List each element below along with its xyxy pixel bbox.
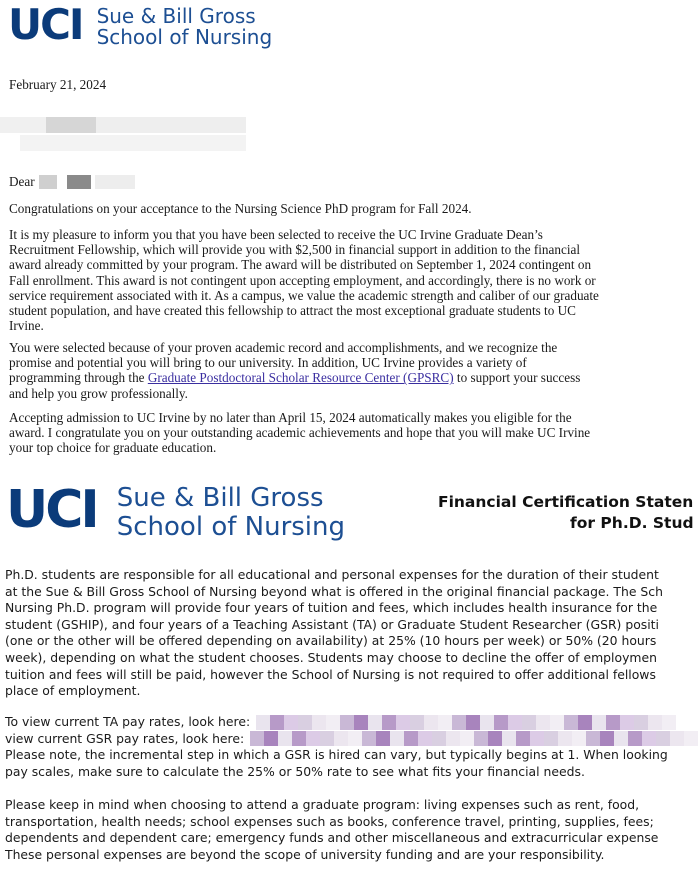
gpsrc-link[interactable]: Graduate Postdoctoral Scholar Resource Center (GPSRC) [147, 370, 454, 386]
ta-pay-rates-text: To view current TA pay rates, look here: [5, 714, 251, 729]
redaction-pixel [256, 715, 270, 730]
paragraph-line: student (GSHIP), and four years of a Teaching Assistant (TA) or Graduate Student Researcher (GSR) positi [5, 616, 659, 632]
paragraph-line: your top choice for graduate education. [9, 440, 217, 456]
school-name [117, 484, 345, 541]
paragraph-line: transportation, health needs; school expenses such as books, conference travel, printing, supplies, fees; [5, 813, 654, 829]
paragraph-line: award already committed by your program. The award will be distributed on September 1, 2024 contingent on [9, 257, 592, 273]
redaction-pixel [648, 715, 662, 730]
paragraph-line: dependents and dependent care; emergency funds and other miscellaneous and extracurricular expense [5, 830, 659, 846]
redaction-pixel [620, 715, 634, 730]
redaction-pixel [662, 715, 676, 730]
redaction-pixel [550, 715, 564, 730]
redaction-pixel [306, 731, 320, 746]
redaction-pixel [250, 731, 264, 746]
paragraph-line: Ph.D. students are responsible for all educational and personal expenses for the duration of their student [5, 567, 659, 582]
paragraph-line: promise and potential you will bring to our university. In addition, UC Irvine provides a variety of [9, 355, 527, 371]
redaction-pixel [642, 731, 656, 746]
redaction-pixel [452, 715, 466, 730]
redaction-pixel [466, 715, 480, 730]
redaction-pixel [438, 715, 452, 730]
statement-title-line2: for Ph.D. Stud [570, 514, 694, 532]
redaction-pixel [298, 715, 312, 730]
redaction-pixel [404, 731, 418, 746]
redaction-pixel [634, 715, 648, 730]
paragraph-line: Please note, the incremental step in which a GSR is hired can vary, but typically begins at 1. When looking [5, 747, 668, 763]
salutation [9, 174, 699, 189]
paragraph-line: and help you grow professionally. [9, 385, 188, 401]
redaction-pixel [278, 731, 292, 746]
redaction-pixel [446, 731, 460, 746]
paragraph-line: Irvine. [9, 318, 44, 334]
uci-logo-mark: UCI [6, 480, 97, 540]
pay-rates-block [5, 714, 700, 780]
redaction-pixel [362, 731, 376, 746]
redaction-pixel [516, 731, 530, 746]
paragraph-line: Accepting admission to UC Irvine by no later than April 15, 2024 automatically makes you eligible for the [9, 410, 572, 425]
redaction-pixel [396, 715, 410, 730]
redaction-pixel [628, 731, 642, 746]
redaction-pixel [348, 731, 362, 746]
redaction-pixel [480, 715, 494, 730]
redaction-pixel [508, 715, 522, 730]
paragraph-line: week), depending on what the student chooses. Students may choose to decline the offer of employmen [5, 649, 657, 665]
school-name-line1: Sue & Bill Gross [96, 4, 256, 28]
redaction-pixel [334, 731, 348, 746]
redaction-pixel [586, 731, 600, 746]
paragraph-line: Nursing Ph.D. program will provide four years of tuition and fees, which includes health insurance for the [5, 600, 658, 616]
statement-title [438, 492, 700, 534]
paragraph-line: tuition and fees will still be paid, however the School of Nursing is not required to offer additional fellows [5, 666, 656, 682]
redaction-pixel [432, 731, 446, 746]
redaction-pixel [326, 715, 340, 730]
redacted-name [95, 175, 135, 189]
gsr-pay-rates-line [5, 731, 700, 748]
letter-date: February 21, 2024 [9, 77, 107, 92]
redaction-pixel [572, 731, 586, 746]
redaction-pixel [606, 715, 620, 730]
redaction-pixel [670, 731, 684, 746]
uci-logo-mark: UCI [8, 0, 83, 49]
paragraph-line: Please keep in mind when choosing to attend a graduate program: living expenses such as rent, food, [5, 797, 640, 812]
paragraph-line: place of employment. [5, 683, 141, 699]
redaction-pixel [600, 731, 614, 746]
paragraph-line: award. I congratulate you on your outstanding academic achievements and hope that you will make UC Irvine [9, 425, 591, 441]
redaction-pixel [460, 731, 474, 746]
redaction-pixel [382, 715, 396, 730]
expenses-paragraph [5, 797, 700, 863]
responsibility-paragraph [5, 567, 700, 700]
paragraph-line: You were selected because of your proven academic record and accomplishments, and we recognize the [9, 340, 558, 355]
redaction-pixel [564, 715, 578, 730]
school-logo [6, 480, 346, 542]
paragraph-text: to support your success [453, 370, 581, 386]
redacted-name [67, 175, 91, 189]
redaction-pixel [530, 731, 544, 746]
congratulations-line: Congratulations on your acceptance to the Nursing Science PhD program for Fall 2024. [9, 201, 472, 216]
paragraph-line [9, 370, 699, 385]
redaction-pixel [284, 715, 298, 730]
paragraph-line: Fall enrollment. This award is not contingent upon accepting employment, and accordingly, there is no work or [9, 272, 596, 288]
redaction-pixel [578, 715, 592, 730]
redaction-pixel [320, 731, 334, 746]
redaction-pixel [522, 715, 536, 730]
redaction-pixel [536, 715, 550, 730]
paragraph-line: Recruitment Fellowship, which will provide you with $2,500 in financial support in addition to the financial [9, 242, 580, 258]
redaction-pixel [488, 731, 502, 746]
redaction-pixel [354, 715, 368, 730]
redaction-pixel [340, 715, 354, 730]
paragraph-line: (one or the other will be offered depending on availability) at 25% (10 hours per week) or 50% (20 hours [5, 633, 657, 649]
redaction-pixel [684, 731, 698, 746]
redaction-pixel [656, 731, 670, 746]
redaction-pixel [264, 731, 278, 746]
redaction-pixel [494, 715, 508, 730]
redaction-pixel [558, 731, 572, 746]
paragraph-text: programming through the [9, 370, 148, 386]
paragraph-line: It is my pleasure to inform you that you have been selected to receive the UC Irvine Graduate Dean’s [9, 227, 543, 242]
deadline-paragraph [9, 410, 699, 456]
redaction-pixel [424, 715, 438, 730]
redacted-ta-link [256, 715, 676, 730]
school-name-line2: School of Nursing [116, 511, 346, 542]
fellowship-paragraph [9, 227, 699, 333]
redaction-pixel [390, 731, 404, 746]
paragraph-line: pay scales, make sure to calculate the 25% or 50% rate to see what fits your financial needs. [5, 763, 585, 779]
redaction-pixel [544, 731, 558, 746]
ta-pay-rates-line [5, 714, 700, 731]
financial-certification-statement [0, 470, 700, 870]
school-name-line1: Sue & Bill Gross [116, 483, 324, 513]
redaction-pixel [292, 731, 306, 746]
school-logo [8, 0, 273, 49]
paragraph-line: student population, and have created this fellowship to attract the most exceptional graduate students to UC [9, 303, 576, 319]
paragraph-line: These personal expenses are beyond the scope of university funding and are your responsibility. [5, 846, 605, 862]
redaction-pixel [592, 715, 606, 730]
paragraph-line: service requirement associated with it. As a campus, we value the academic strength and caliber of our graduate [9, 287, 599, 303]
school-name [97, 6, 273, 48]
redacted-name [39, 175, 57, 189]
paragraph-line: at the Sue & Bill Gross School of Nursing beyond what is offered in the original financial package. The Sch [5, 583, 663, 599]
selection-paragraph [9, 340, 699, 401]
redaction-pixel [312, 715, 326, 730]
redaction-pixel [502, 731, 516, 746]
redaction-pixel [614, 731, 628, 746]
redaction-pixel [418, 731, 432, 746]
school-name-line2: School of Nursing [96, 25, 273, 49]
salutation-text: Dear [9, 174, 35, 189]
redaction-pixel [376, 731, 390, 746]
redacted-recipient-address [0, 115, 250, 157]
redacted-gsr-link [250, 731, 698, 746]
statement-title-line1: Financial Certification Staten [438, 493, 694, 511]
redaction-pixel [270, 715, 284, 730]
redaction-pixel [474, 731, 488, 746]
redaction-pixel [368, 715, 382, 730]
redaction-pixel [410, 715, 424, 730]
gsr-pay-rates-text: view current GSR pay rates, look here: [5, 730, 245, 746]
